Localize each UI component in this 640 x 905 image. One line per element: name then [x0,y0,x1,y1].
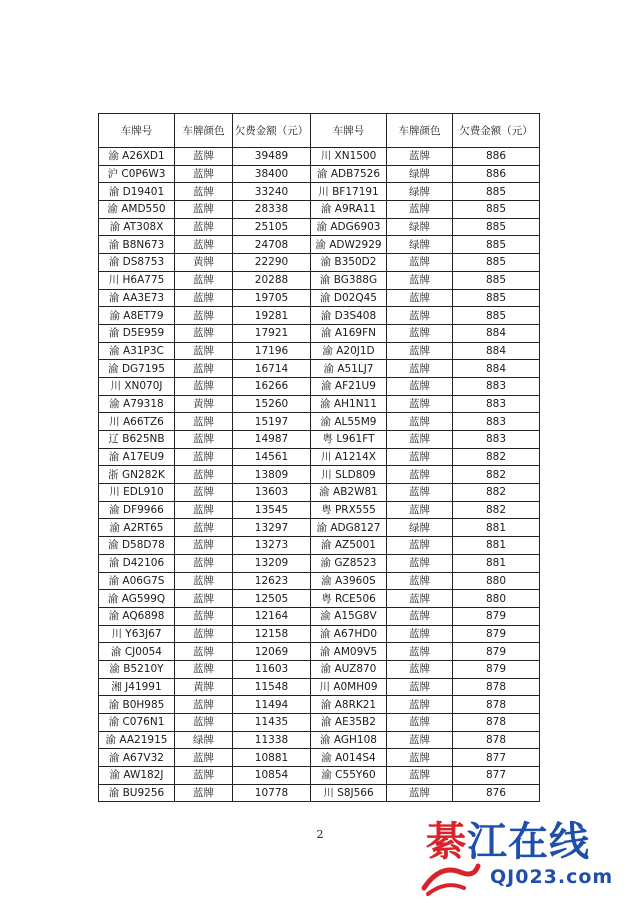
cell-plate-number: 浙 GN282K [99,466,175,484]
cell-plate-color: 蓝牌 [175,554,233,572]
cell-arrears-amount-2: 879 [453,607,540,625]
cell-plate-number: 渝 A06G7S [99,572,175,590]
cell-plate-number: 辽 B625NB [99,431,175,449]
cell-arrears-amount: 24708 [233,236,311,254]
header-arrears-amount-2: 欠费金额（元） [453,114,540,148]
cell-plate-color-2: 蓝牌 [387,201,453,219]
cell-plate-number: 渝 DF9966 [99,501,175,519]
cell-plate-color: 黄牌 [175,254,233,272]
cell-plate-number-2: 渝 B350D2 [311,254,387,272]
cell-arrears-amount-2: 886 [453,165,540,183]
table-row [99,519,540,537]
cell-arrears-amount-2: 884 [453,324,540,342]
cell-plate-number: 渝 A31P3C [99,342,175,360]
cell-plate-color: 蓝牌 [175,271,233,289]
cell-plate-color-2: 蓝牌 [387,572,453,590]
table-row [99,607,540,625]
cell-arrears-amount: 12623 [233,572,311,590]
cell-plate-number: 渝 B5210Y [99,660,175,678]
cell-plate-number: 川 A66TZ6 [99,413,175,431]
table-row [99,784,540,802]
cell-plate-color-2: 蓝牌 [387,254,453,272]
cell-arrears-amount-2: 878 [453,696,540,714]
cell-plate-color: 蓝牌 [175,714,233,732]
cell-plate-number: 渝 B0H985 [99,696,175,714]
table-row [99,218,540,236]
cell-plate-number: 渝 AQ6898 [99,607,175,625]
cell-plate-number-2: 川 BF17191 [311,183,387,201]
cell-arrears-amount-2: 880 [453,572,540,590]
cell-arrears-amount-2: 879 [453,643,540,661]
cell-plate-number-2: 渝 AH1N11 [311,395,387,413]
cell-plate-number: 渝 CJ0054 [99,643,175,661]
cell-plate-number-2: 渝 AF21U9 [311,377,387,395]
cell-plate-number-2: 渝 AL55M9 [311,413,387,431]
cell-plate-number-2: 粤 RCE506 [311,590,387,608]
cell-arrears-amount: 11338 [233,731,311,749]
table-row [99,537,540,555]
table-row [99,625,540,643]
cell-arrears-amount: 13209 [233,554,311,572]
cell-plate-number-2: 渝 BG388G [311,271,387,289]
cell-plate-number: 渝 C076N1 [99,714,175,732]
cell-plate-number-2: 渝 A51LJ7 [311,360,387,378]
table-row [99,660,540,678]
table-row [99,501,540,519]
table-row [99,307,540,325]
cell-plate-color: 蓝牌 [175,767,233,785]
site-watermark-logo [420,818,635,898]
cell-plate-color-2: 蓝牌 [387,271,453,289]
table-row [99,324,540,342]
table-row [99,590,540,608]
cell-arrears-amount: 10778 [233,784,311,802]
cell-plate-color-2: 蓝牌 [387,148,453,166]
cell-plate-number: 渝 D42106 [99,554,175,572]
table-row [99,377,540,395]
table-row [99,484,540,502]
cell-plate-color: 蓝牌 [175,148,233,166]
cell-plate-number: 渝 B8N673 [99,236,175,254]
cell-arrears-amount: 19281 [233,307,311,325]
cell-arrears-amount-2: 885 [453,183,540,201]
cell-plate-number-2: 粤 PRX555 [311,501,387,519]
table-row [99,413,540,431]
cell-arrears-amount-2: 885 [453,201,540,219]
cell-plate-number: 渝 A79318 [99,395,175,413]
cell-arrears-amount-2: 876 [453,784,540,802]
header-plate-color-2: 车牌颜色 [387,114,453,148]
cell-plate-color-2: 绿牌 [387,218,453,236]
table-row [99,395,540,413]
cell-arrears-amount: 16266 [233,377,311,395]
table-row [99,360,540,378]
cell-plate-number: 渝 D19401 [99,183,175,201]
cell-arrears-amount: 20288 [233,271,311,289]
cell-arrears-amount: 15197 [233,413,311,431]
cell-plate-color: 蓝牌 [175,360,233,378]
cell-arrears-amount-2: 885 [453,236,540,254]
table-row [99,554,540,572]
cell-arrears-amount-2: 878 [453,731,540,749]
table-row [99,165,540,183]
cell-plate-color: 蓝牌 [175,501,233,519]
table-row [99,643,540,661]
cell-arrears-amount-2: 881 [453,519,540,537]
cell-arrears-amount-2: 883 [453,377,540,395]
table-row [99,342,540,360]
cell-plate-color: 蓝牌 [175,607,233,625]
cell-arrears-amount: 33240 [233,183,311,201]
cell-arrears-amount: 12164 [233,607,311,625]
table-row [99,236,540,254]
cell-plate-color: 蓝牌 [175,342,233,360]
cell-plate-color: 蓝牌 [175,590,233,608]
cell-plate-number-2: 川 A0MH09 [311,678,387,696]
table-row [99,183,540,201]
cell-arrears-amount: 11548 [233,678,311,696]
table-row [99,678,540,696]
cell-plate-number: 渝 A26XD1 [99,148,175,166]
cell-plate-color: 绿牌 [175,731,233,749]
cell-plate-color-2: 绿牌 [387,183,453,201]
cell-plate-number-2: 川 XN1500 [311,148,387,166]
header-plate-number: 车牌号 [99,114,175,148]
cell-arrears-amount-2: 882 [453,501,540,519]
cell-plate-color: 黄牌 [175,395,233,413]
cell-plate-number-2: 渝 A169FN [311,324,387,342]
cell-plate-color: 蓝牌 [175,377,233,395]
cell-plate-number: 渝 AA3E73 [99,289,175,307]
cell-plate-number-2: 川 SLD809 [311,466,387,484]
table-row [99,749,540,767]
page-number: 2 [316,828,324,841]
table-row [99,466,540,484]
cell-plate-number-2: 渝 AB2W81 [311,484,387,502]
cell-plate-number: 渝 A17EU9 [99,448,175,466]
cell-arrears-amount: 39489 [233,148,311,166]
cell-plate-color: 蓝牌 [175,165,233,183]
table-row [99,696,540,714]
cell-arrears-amount-2: 885 [453,289,540,307]
watermark-first-char: 綦 [426,819,467,865]
cell-plate-color-2: 蓝牌 [387,714,453,732]
cell-arrears-amount: 10854 [233,767,311,785]
cell-plate-number-2: 渝 ADB7526 [311,165,387,183]
table-row [99,289,540,307]
cell-arrears-amount: 17196 [233,342,311,360]
cell-arrears-amount: 16714 [233,360,311,378]
cell-plate-color-2: 蓝牌 [387,324,453,342]
cell-plate-number-2: 渝 AGH108 [311,731,387,749]
cell-plate-number: 渝 BU9256 [99,784,175,802]
cell-arrears-amount-2: 878 [453,714,540,732]
cell-plate-number: 渝 D5E959 [99,324,175,342]
cell-arrears-amount: 12505 [233,590,311,608]
cell-plate-number-2: 渝 ADG6903 [311,218,387,236]
cell-plate-color-2: 蓝牌 [387,448,453,466]
cell-plate-number-2: 渝 A3960S [311,572,387,590]
cell-plate-number: 渝 AG599Q [99,590,175,608]
cell-arrears-amount-2: 885 [453,218,540,236]
header-arrears-amount: 欠费金额（元） [233,114,311,148]
cell-plate-color: 蓝牌 [175,572,233,590]
cell-plate-color-2: 蓝牌 [387,554,453,572]
cell-plate-number-2: 渝 GZ8523 [311,554,387,572]
cell-arrears-amount-2: 882 [453,484,540,502]
cell-arrears-amount: 13297 [233,519,311,537]
cell-plate-color-2: 蓝牌 [387,590,453,608]
cell-plate-color-2: 蓝牌 [387,360,453,378]
header-plate-number-2: 车牌号 [311,114,387,148]
cell-plate-color: 蓝牌 [175,431,233,449]
cell-plate-color-2: 蓝牌 [387,678,453,696]
header-plate-color: 车牌颜色 [175,114,233,148]
cell-arrears-amount-2: 884 [453,360,540,378]
cell-arrears-amount: 25105 [233,218,311,236]
cell-plate-color: 蓝牌 [175,784,233,802]
cell-plate-color-2: 蓝牌 [387,307,453,325]
cell-arrears-amount: 13603 [233,484,311,502]
cell-plate-number-2: 渝 A15G8V [311,607,387,625]
cell-plate-color: 蓝牌 [175,236,233,254]
cell-plate-color: 蓝牌 [175,625,233,643]
cell-plate-number-2: 渝 D3S408 [311,307,387,325]
cell-plate-number: 渝 AA21915 [99,731,175,749]
cell-arrears-amount-2: 886 [453,148,540,166]
table-row [99,201,540,219]
table-row [99,148,540,166]
cell-plate-number-2: 渝 AUZ870 [311,660,387,678]
table-row [99,271,540,289]
cell-arrears-amount-2: 883 [453,413,540,431]
cell-plate-color-2: 蓝牌 [387,625,453,643]
cell-plate-number-2: 渝 A20J1D [311,342,387,360]
cell-plate-color: 蓝牌 [175,218,233,236]
arrears-table [98,113,540,802]
cell-plate-number: 渝 DS8753 [99,254,175,272]
cell-plate-color-2: 绿牌 [387,236,453,254]
cell-plate-color: 蓝牌 [175,324,233,342]
cell-plate-color-2: 蓝牌 [387,660,453,678]
cell-plate-number-2: 渝 ADW2929 [311,236,387,254]
cell-arrears-amount-2: 877 [453,749,540,767]
cell-plate-number-2: 川 A1214X [311,448,387,466]
cell-arrears-amount: 11494 [233,696,311,714]
cell-arrears-amount: 14561 [233,448,311,466]
cell-plate-color: 蓝牌 [175,307,233,325]
cell-plate-number-2: 渝 AM09V5 [311,643,387,661]
cell-arrears-amount-2: 885 [453,271,540,289]
cell-plate-number-2: 川 S8J566 [311,784,387,802]
cell-plate-color: 蓝牌 [175,289,233,307]
cell-plate-number-2: 渝 ADG8127 [311,519,387,537]
cell-arrears-amount-2: 877 [453,767,540,785]
cell-plate-color-2: 蓝牌 [387,607,453,625]
cell-arrears-amount: 13809 [233,466,311,484]
cell-arrears-amount-2: 881 [453,537,540,555]
cell-plate-number: 沪 C0P6W3 [99,165,175,183]
cell-plate-color-2: 绿牌 [387,519,453,537]
table-row [99,448,540,466]
table-row [99,767,540,785]
cell-plate-number: 渝 D58D78 [99,537,175,555]
cell-plate-color: 蓝牌 [175,643,233,661]
watermark-title-rest: 江在线 [467,819,590,865]
cell-plate-color-2: 蓝牌 [387,749,453,767]
watermark-swirl-icon [420,858,482,896]
cell-plate-color-2: 蓝牌 [387,395,453,413]
cell-plate-color: 蓝牌 [175,484,233,502]
cell-plate-color-2: 蓝牌 [387,289,453,307]
cell-plate-color: 蓝牌 [175,413,233,431]
cell-plate-color-2: 蓝牌 [387,377,453,395]
cell-plate-number: 渝 DG7195 [99,360,175,378]
cell-plate-number: 湘 J41991 [99,678,175,696]
cell-arrears-amount: 38400 [233,165,311,183]
cell-plate-color-2: 蓝牌 [387,731,453,749]
cell-arrears-amount-2: 883 [453,431,540,449]
cell-arrears-amount: 14987 [233,431,311,449]
cell-arrears-amount: 19705 [233,289,311,307]
cell-arrears-amount: 11603 [233,660,311,678]
cell-arrears-amount-2: 878 [453,678,540,696]
cell-arrears-amount-2: 879 [453,625,540,643]
cell-arrears-amount: 12069 [233,643,311,661]
cell-plate-number-2: 渝 AZ5001 [311,537,387,555]
cell-arrears-amount: 17921 [233,324,311,342]
cell-arrears-amount: 28338 [233,201,311,219]
cell-arrears-amount: 15260 [233,395,311,413]
cell-plate-number: 渝 A2RT65 [99,519,175,537]
cell-arrears-amount-2: 884 [453,342,540,360]
cell-plate-color: 蓝牌 [175,466,233,484]
cell-plate-color-2: 蓝牌 [387,767,453,785]
cell-plate-color: 蓝牌 [175,201,233,219]
cell-plate-color: 蓝牌 [175,537,233,555]
cell-plate-number: 川 H6A775 [99,271,175,289]
cell-plate-color: 蓝牌 [175,183,233,201]
cell-arrears-amount: 22290 [233,254,311,272]
cell-arrears-amount-2: 882 [453,466,540,484]
cell-arrears-amount: 13545 [233,501,311,519]
table-row [99,572,540,590]
cell-plate-color-2: 蓝牌 [387,643,453,661]
cell-plate-number: 渝 AW182J [99,767,175,785]
cell-plate-color-2: 蓝牌 [387,696,453,714]
cell-plate-color-2: 蓝牌 [387,537,453,555]
cell-arrears-amount-2: 883 [453,395,540,413]
cell-arrears-amount-2: 885 [453,254,540,272]
cell-plate-number: 川 XN070J [99,377,175,395]
cell-plate-color-2: 蓝牌 [387,466,453,484]
cell-plate-number-2: 渝 C55Y60 [311,767,387,785]
cell-plate-color-2: 绿牌 [387,165,453,183]
cell-plate-color-2: 蓝牌 [387,413,453,431]
cell-plate-color: 黄牌 [175,678,233,696]
cell-plate-number-2: 渝 A8RK21 [311,696,387,714]
cell-plate-color: 蓝牌 [175,519,233,537]
cell-arrears-amount-2: 882 [453,448,540,466]
cell-arrears-amount-2: 885 [453,307,540,325]
table-row [99,431,540,449]
cell-plate-color: 蓝牌 [175,749,233,767]
cell-arrears-amount: 12158 [233,625,311,643]
cell-plate-number: 渝 A67V32 [99,749,175,767]
table-row [99,714,540,732]
cell-plate-color: 蓝牌 [175,660,233,678]
cell-plate-number-2: 渝 A67HD0 [311,625,387,643]
cell-plate-number-2: 渝 A014S4 [311,749,387,767]
table-row [99,731,540,749]
cell-plate-number: 川 EDL910 [99,484,175,502]
cell-plate-number: 川 Y63J67 [99,625,175,643]
cell-arrears-amount-2: 879 [453,660,540,678]
cell-plate-color-2: 蓝牌 [387,431,453,449]
cell-plate-number: 渝 AT308X [99,218,175,236]
cell-plate-number: 渝 A8ET79 [99,307,175,325]
cell-plate-color-2: 蓝牌 [387,484,453,502]
cell-plate-number-2: 渝 AE35B2 [311,714,387,732]
table-header-row [99,114,540,148]
cell-plate-color: 蓝牌 [175,696,233,714]
cell-arrears-amount: 10881 [233,749,311,767]
cell-plate-number-2: 粤 L961FT [311,431,387,449]
cell-plate-color: 蓝牌 [175,448,233,466]
cell-arrears-amount-2: 880 [453,590,540,608]
cell-plate-number-2: 渝 A9RA11 [311,201,387,219]
table-row [99,254,540,272]
cell-arrears-amount: 13273 [233,537,311,555]
watermark-url: QJ023.com [490,866,614,888]
cell-plate-number-2: 渝 D02Q45 [311,289,387,307]
cell-arrears-amount-2: 881 [453,554,540,572]
cell-plate-number: 渝 AMD550 [99,201,175,219]
cell-plate-color-2: 蓝牌 [387,784,453,802]
cell-arrears-amount: 11435 [233,714,311,732]
cell-plate-color-2: 蓝牌 [387,501,453,519]
cell-plate-color-2: 蓝牌 [387,342,453,360]
